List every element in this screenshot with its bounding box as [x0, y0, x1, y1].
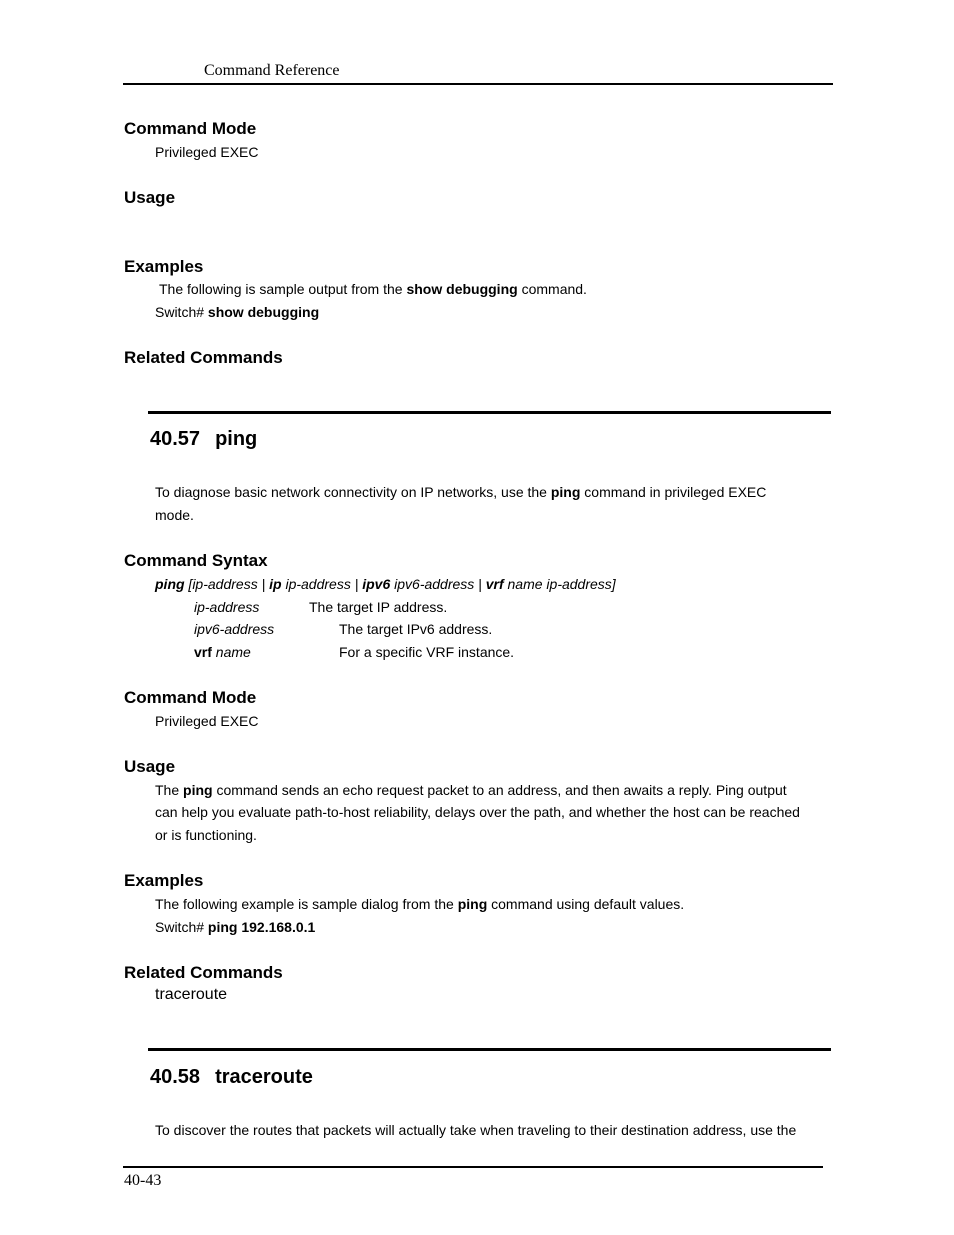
- example-command-line: Switch# show debugging: [155, 304, 320, 320]
- related-commands-heading: Related Commands: [124, 348, 283, 367]
- related-commands-heading: Related Commands: [124, 963, 283, 982]
- command-mode-heading: Command Mode: [124, 119, 257, 138]
- section-title-ping: [150, 428, 257, 451]
- section-name: ping: [215, 428, 258, 450]
- usage-heading: Usage: [124, 757, 176, 776]
- param-desc: For a specific VRF instance.: [339, 644, 515, 660]
- header-rule: [123, 83, 833, 85]
- command-keyword: show debugging: [406, 281, 518, 297]
- command-mode-value: Privileged EXEC: [155, 713, 259, 729]
- command-mode-value: Privileged EXEC: [155, 144, 259, 160]
- examples-text: The following is sample output from the show debugging command.: [159, 281, 587, 297]
- usage-line2: can help you evaluate path-to-host reliability, delays over the path, and whether the host can be reached: [155, 804, 800, 820]
- command-mode-heading: Command Mode: [124, 688, 257, 707]
- param-desc: The target IPv6 address.: [339, 621, 493, 637]
- param-term: ip-address: [194, 599, 260, 615]
- command-syntax: ping [ip-address | ip ip-address | ipv6 ipv6-address | vrf name ip-address]: [155, 576, 616, 592]
- param-desc: The target IP address.: [309, 599, 448, 615]
- examples-heading: Examples: [124, 257, 204, 276]
- section-number: 40.58: [150, 1066, 201, 1088]
- usage-heading: Usage: [124, 188, 176, 207]
- running-header: Command Reference: [204, 62, 340, 79]
- examples-text: The following example is sample dialog from the ping command using default values.: [155, 896, 685, 912]
- section-rule: [148, 1048, 831, 1051]
- related-command-traceroute: traceroute: [155, 986, 228, 1003]
- section-name: traceroute: [215, 1066, 313, 1088]
- usage-line1: The ping command sends an echo request packet to an address, and then awaits a reply. Ping output: [155, 782, 787, 798]
- example-command: show debugging: [207, 304, 320, 320]
- param-term: ipv6-address: [194, 621, 275, 637]
- section-rule: [148, 411, 831, 414]
- page-number: 40-43: [124, 1172, 162, 1189]
- ping-intro-line2: mode.: [155, 507, 194, 523]
- ping-intro-line1: To diagnose basic network connectivity on IP networks, use the ping command in privileged EXEC: [155, 484, 767, 500]
- examples-heading: Examples: [124, 871, 204, 890]
- command-syntax-heading: Command Syntax: [124, 551, 268, 570]
- footer-rule: [123, 1166, 823, 1168]
- example-command-line: Switch# ping 192.168.0.1: [155, 919, 316, 935]
- param-term: vrf name: [194, 644, 251, 660]
- traceroute-intro: To discover the routes that packets will actually take when traveling to their destination address, use the: [155, 1122, 797, 1138]
- usage-line3: or is functioning.: [155, 827, 257, 843]
- section-number: 40.57: [150, 428, 201, 450]
- section-title-traceroute: [150, 1066, 313, 1089]
- example-command: ping 192.168.0.1: [207, 919, 316, 935]
